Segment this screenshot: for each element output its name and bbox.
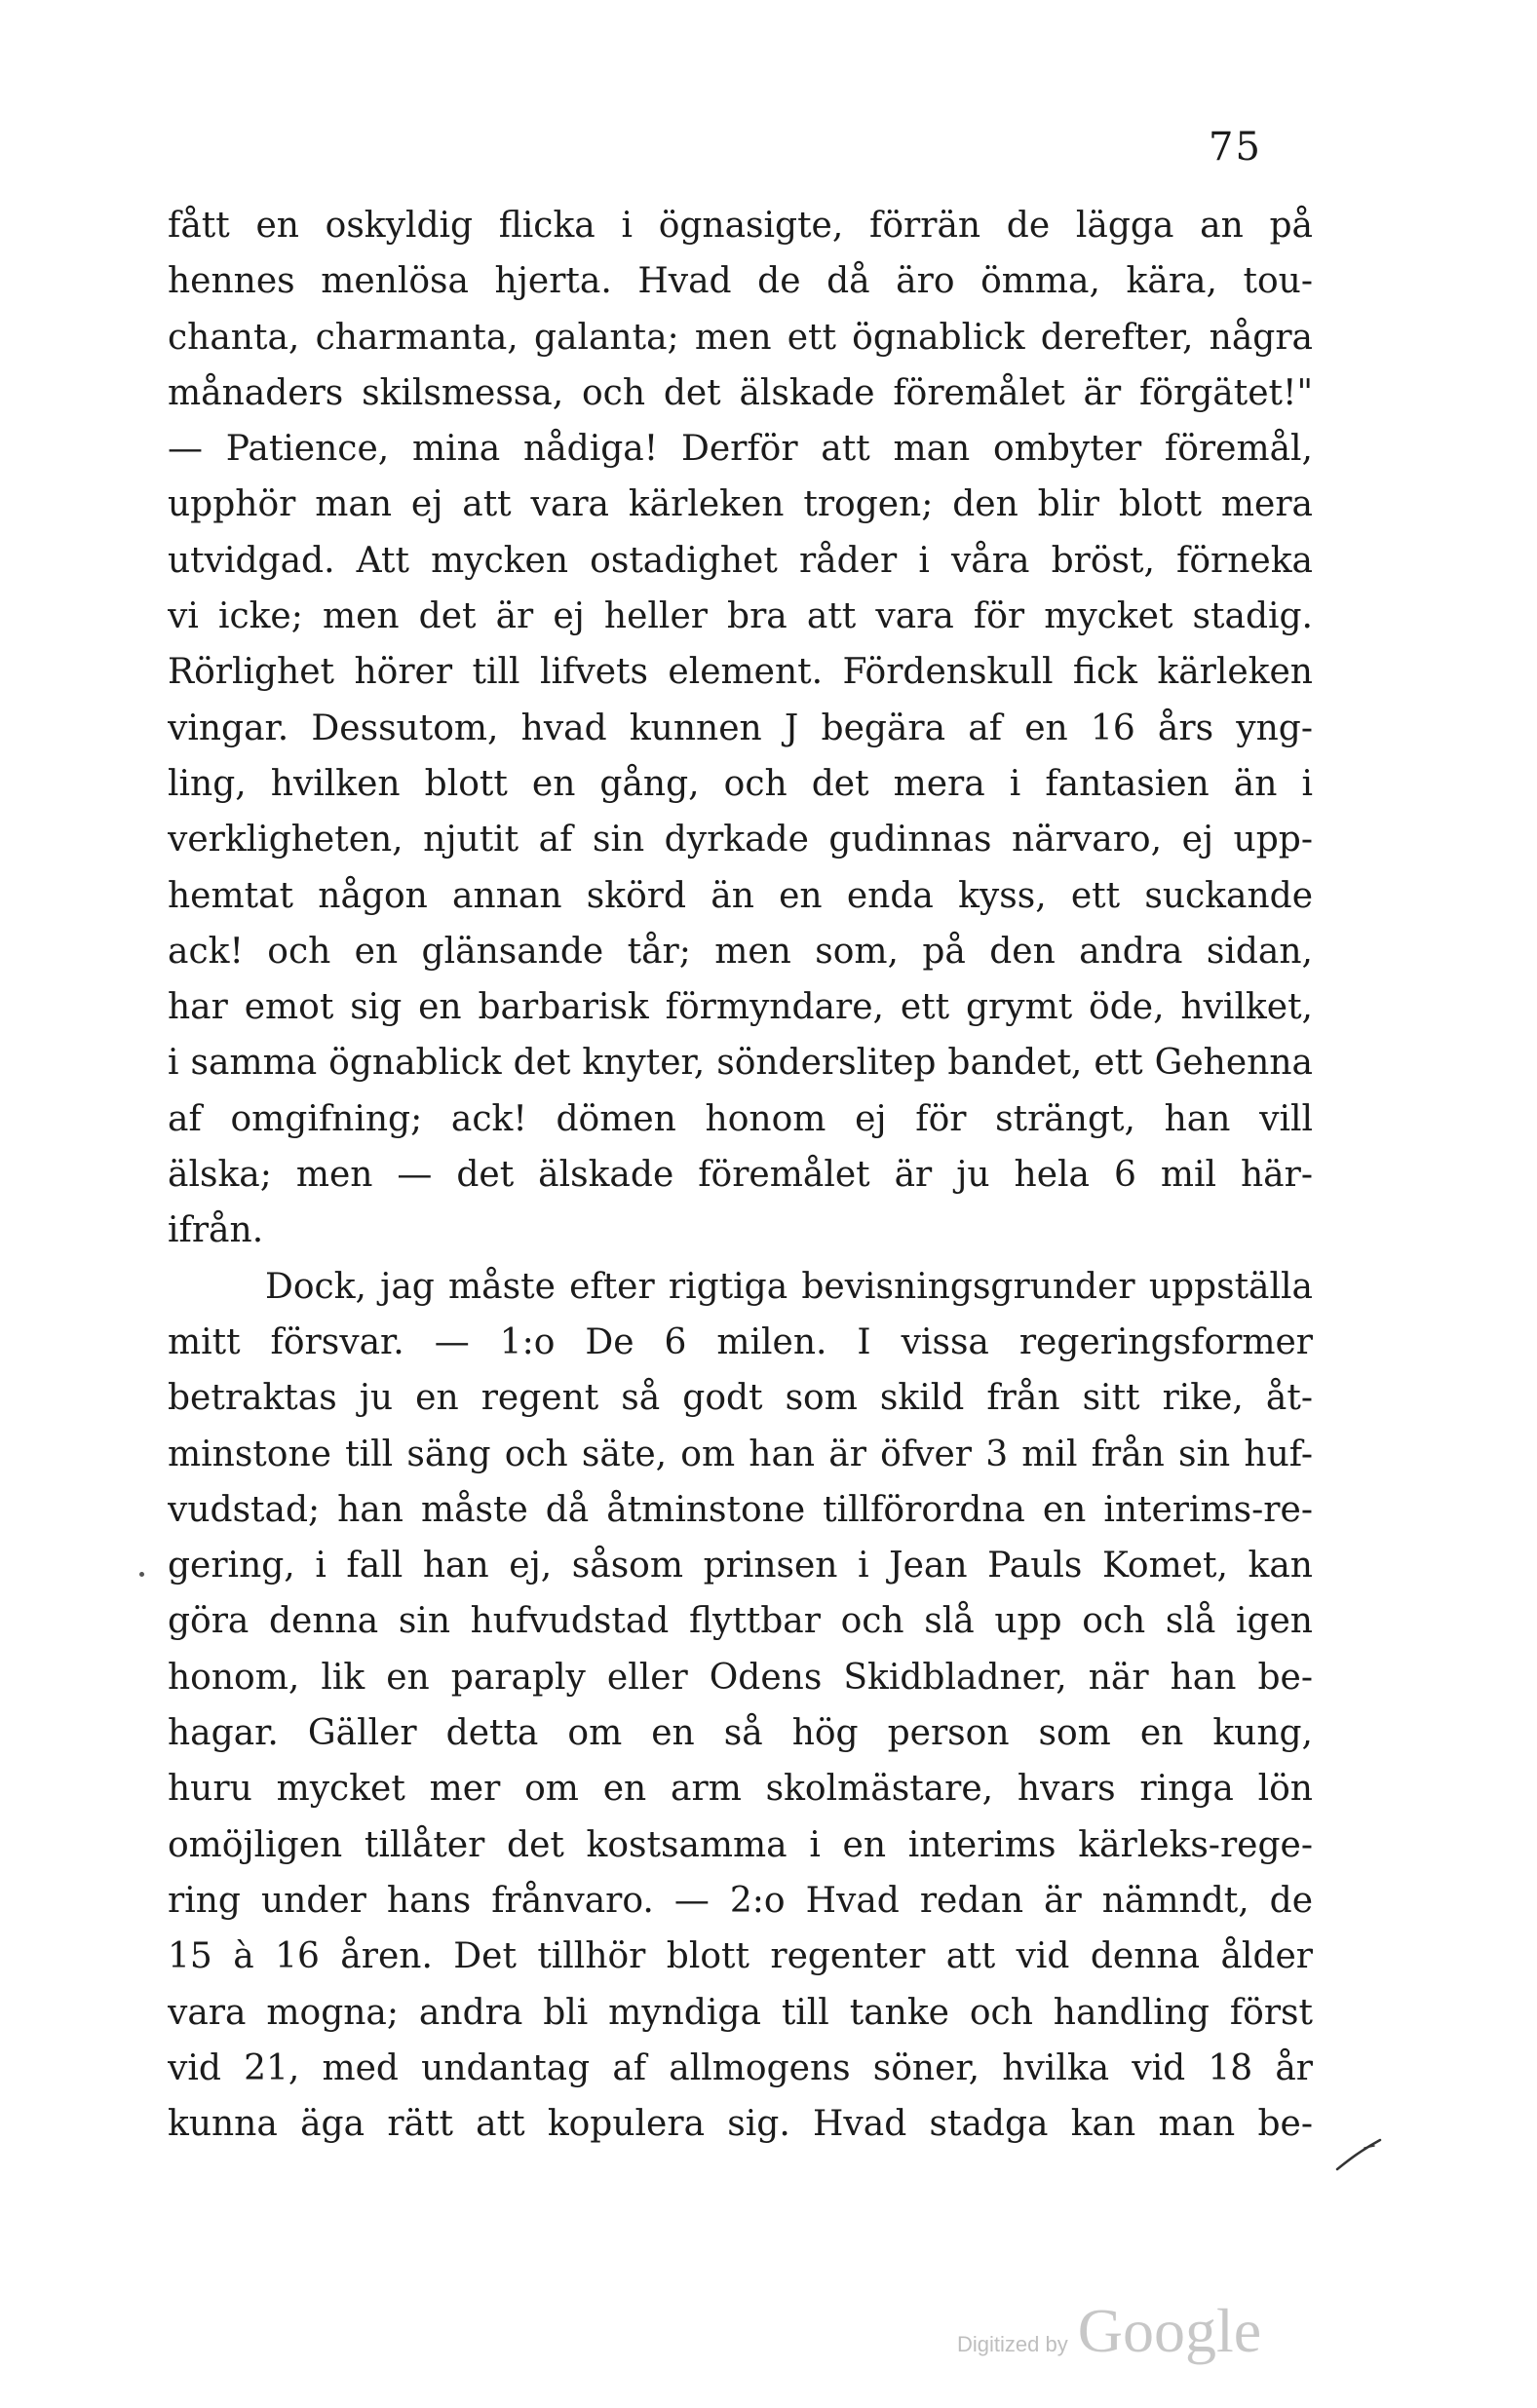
text-line: ifrån. <box>168 1210 264 1251</box>
text-line: honom, lik en paraply eller Odens Skidbladner, när han be- <box>168 1657 1313 1698</box>
text-line: betraktas ju en regent så godt som skild från sitt rike, åt- <box>168 1378 1313 1419</box>
text-line: ack! och en glänsande tår; men som, på den andra sidan, <box>168 931 1313 972</box>
text-line: omöjligen tillåter det kostsamma i en interims kärleks-rege- <box>168 1824 1313 1865</box>
text-line: månaders skilsmessa, och det älskade föremålet är förgätet!" <box>168 372 1313 413</box>
text-line: ling, hvilken blott en gång, och det mera i fantasien än i <box>168 763 1313 804</box>
text-line: Rörlighet hörer till lifvets element. Fördenskull fick kärleken <box>168 652 1313 693</box>
text-line: fått en oskyldig flicka i ögnasigte, förrän de lägga an på <box>168 206 1313 246</box>
text-line: af omgifning; ack! dömen honom ej för strängt, han vill <box>168 1098 1313 1139</box>
digitized-by-google-watermark <box>957 2295 1261 2367</box>
text-line: mitt försvar. — 1:o De 6 milen. I vissa regeringsformer <box>168 1321 1313 1362</box>
text-line: verkligheten, njutit af sin dyrkade gudinnas närvaro, ej upp- <box>168 820 1313 860</box>
text-line: göra denna sin hufvudstad flyttbar och slå upp och slå igen <box>168 1601 1313 1642</box>
text-line: vudstad; han måste då åtminstone tillförordna en interims-re- <box>168 1489 1313 1530</box>
page-number: 75 <box>1209 125 1262 170</box>
digitized-label: Digitized by <box>957 2332 1068 2356</box>
text-line: — Patience, mina nådiga! Derför att man ombyter föremål, <box>168 429 1313 470</box>
pen-stroke-mark <box>1335 2134 1384 2173</box>
text-line: Dock, jag måste efter rigtiga bevisningsgrunder uppställa <box>265 1266 1313 1307</box>
text-line: hemtat någon annan skörd än en enda kyss, ett suckande <box>168 875 1313 916</box>
body-text <box>168 198 1313 2152</box>
text-line: vi icke; men det är ej heller bra att vara för mycket stadig. <box>168 596 1313 637</box>
text-line: gering, i fall han ej, såsom prinsen i Jean Pauls Komet, kan <box>168 1546 1313 1586</box>
text-line: hagar. Gäller detta om en så hög person som en kung, <box>168 1713 1313 1754</box>
margin-speck <box>139 1572 144 1577</box>
text-line: vara mogna; andra bli myndiga till tanke och handling först <box>168 1992 1313 2033</box>
text-line: chanta, charmanta, galanta; men ett ögnablick derefter, några <box>168 317 1313 358</box>
text-line: minstone till säng och säte, om han är öfver 3 mil från sin huf- <box>168 1433 1313 1474</box>
text-line: har emot sig en barbarisk förmyndare, ett grymt öde, hvilket, <box>168 987 1313 1028</box>
text-line: vingar. Dessutom, hvad kunnen J begära af en 16 års yng- <box>168 707 1313 748</box>
text-line: hennes menlösa hjerta. Hvad de då äro ömma, kära, tou- <box>168 261 1313 302</box>
text-line: utvidgad. Att mycken ostadighet råder i våra bröst, förneka <box>168 540 1313 581</box>
text-line: kunna äga rätt att kopulera sig. Hvad stadga kan man be- <box>168 2104 1313 2145</box>
text-line: vid 21, med undantag af allmogens söner, hvilka vid 18 år <box>168 2047 1313 2088</box>
text-line: ring under hans frånvaro. — 2:o Hvad redan är nämndt, de <box>168 1880 1313 1921</box>
text-line: i samma ögnablick det knyter, sönderslitер bandet, ett Gehenna <box>168 1043 1313 1084</box>
text-line: upphör man ej att vara kärleken trogen; den blir blott mera <box>168 484 1313 525</box>
text-line: älska; men — det älskade föremålet är ju hela 6 mil här- <box>168 1155 1313 1196</box>
text-line: 15 à 16 åren. Det tillhör blott regenter att vid denna ålder <box>168 1936 1313 1977</box>
text-line: huru mycket mer om en arm skolmästare, hvars ringa lön <box>168 1769 1313 1810</box>
google-logo: Google <box>1077 2296 1262 2365</box>
